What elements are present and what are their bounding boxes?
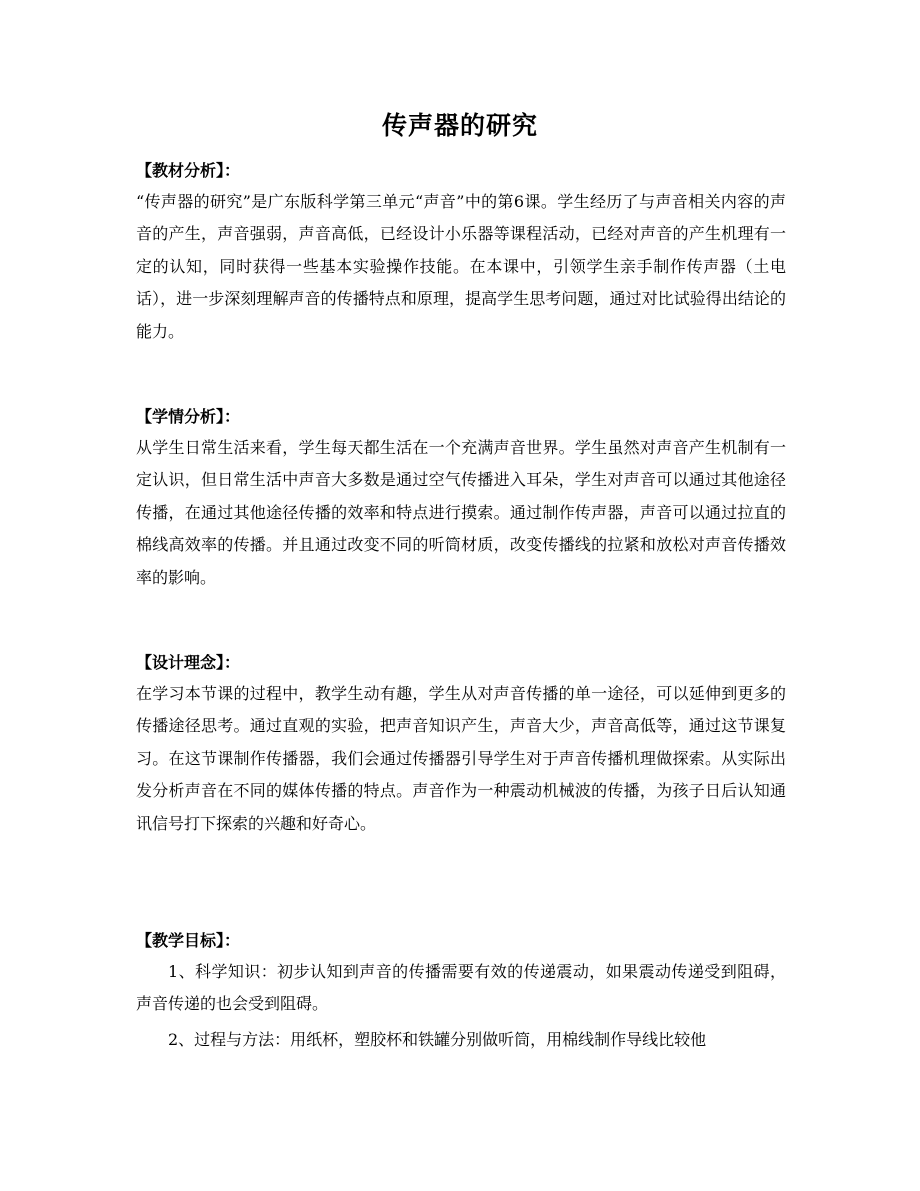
objective-item-1: 1、科学知识：初步认知到声音的传播需要有效的传递震动，如果震动传递受到阻碍，声音传递的也会受到阻碍。 — [136, 962, 786, 1014]
document-title: 传声器的研究 — [381, 111, 538, 140]
section-heading-learner-analysis: 【学情分析】： — [136, 407, 241, 426]
section-heading-teaching-objectives: 【教学目标】： — [136, 931, 241, 950]
section-heading-textbook-analysis: 【教材分析】： — [136, 161, 241, 180]
section-text-design-concept: 在学习本节课的过程中，教学生动有趣，学生从对声音传播的单一途径，可以延伸到更多的传播途径思考。通过直观的实验，把声音知识产生，声音大少，声音高低等，通过这节课复习。在这节课制作传播器，我们会通过传播器引导学生对于声音传播机理做探索。从实际出发分析声音在不同的媒体传播的特点。声音作为一种震动机械波的传播，为孩子日后认知通讯信号打下探索的兴趣和好奇心。 — [136, 684, 786, 833]
section-text-learner-analysis: 从学生日常生活来看，学生每天都生活在一个充满声音世界。学生虽然对声音产生机制有一定认识，但日常生活中声音大多数是通过空气传播进入耳朵，学生对声音可以通过其他途径传播，在通过其他途径传播的效率和特点进行摸索。通过制作传声器，声音可以通过拉直的棉线高效率的传播。并且通过改变不同的听筒材质，改变传播线的拉紧和放松对声音传播效率的影响。 — [136, 438, 786, 587]
section-heading-design-concept: 【设计理念】： — [136, 653, 241, 672]
section-text-textbook-analysis: “传声器的研究”是广东版科学第三单元“声音”中的第6课。学生经历了与声音相关内容的声音的产生，声音强弱，声音高低，已经设计小乐器等课程活动，已经对声音的产生机理有一定的认知，同时获得一些基本实验操作技能。在本课中，引领学生亲手制作传声器（土电话），进一步深刻理解声音的传播特点和原理，提高学生思考问题，通过对比试验得出结论的能力。 — [136, 192, 786, 341]
objective-item-2: 2、过程与方法：用纸杯，塑胶杯和铁罐分别做听筒，用棉线制作导线比较他 — [168, 1030, 707, 1049]
